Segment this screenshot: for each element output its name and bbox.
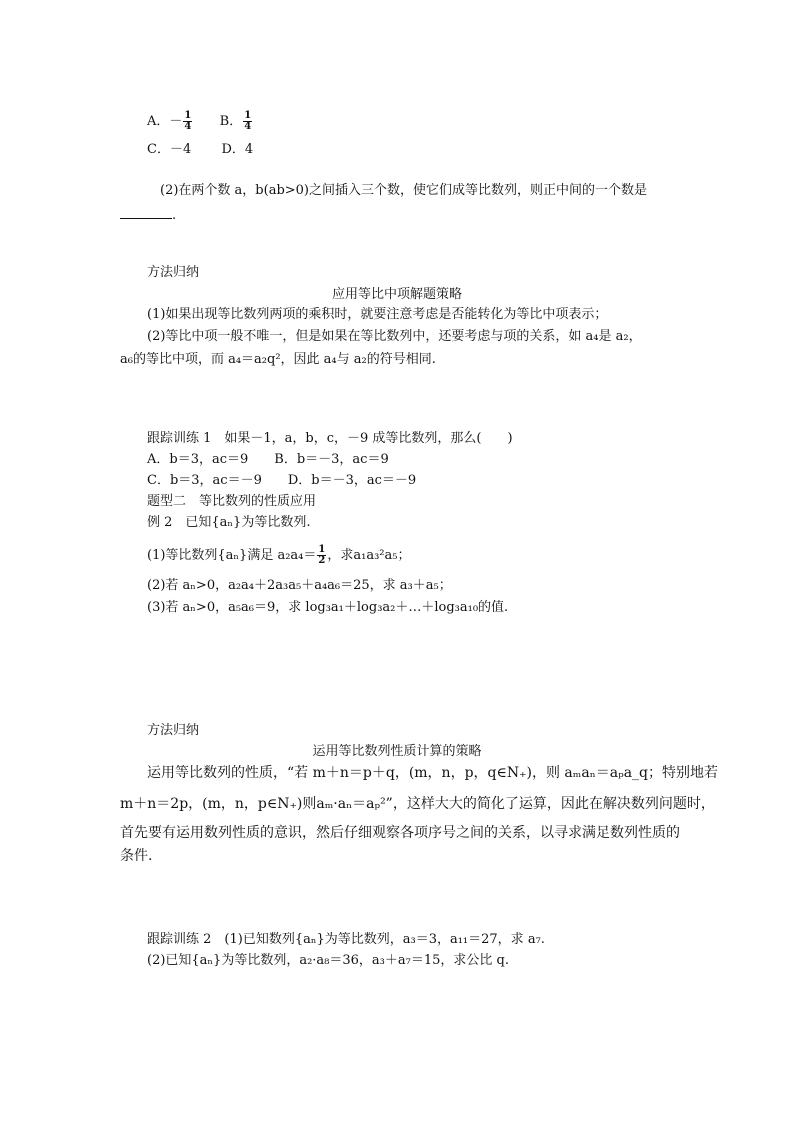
example-2-stem: 例 2 已知{aₙ}为等比数列. bbox=[147, 515, 311, 530]
fraction-b: $\frac{1}{4}$ bbox=[244, 110, 252, 132]
practice2-line1: 跟踪训练 2 (1)已知数列{aₙ}为等比数列，a₃＝3，a₁₁＝27，求 a₇. bbox=[147, 932, 545, 947]
practice2-line2: (2)已知{aₙ}为等比数列，a₂·a₈＝36，a₃＋a₇＝15，求公比 q. bbox=[147, 953, 509, 968]
question-2-end: . bbox=[172, 208, 177, 223]
method1-point2: (2)等比中项一般不唯一，但是如果在等比数列中，还要考虑与项的关系，如 a₄是 a₂， bbox=[147, 329, 642, 344]
method2-line3: 首先要有运用数列性质的意识，然后仔细观察各项序号之间的关系，以寻求满足数列性质的 bbox=[120, 825, 680, 841]
choice-b-label: B． bbox=[219, 114, 243, 129]
choice-a-label: A．－ bbox=[147, 114, 183, 129]
fraction-one-half: $\frac{1}{2}$ bbox=[318, 544, 326, 566]
choice-row-cd bbox=[147, 143, 253, 156]
example2-part1 bbox=[147, 545, 410, 566]
practice1-choices-cd: C．b＝3，ac＝－9 D．b＝－3，ac＝－9 bbox=[147, 473, 417, 488]
example2-part2: (2)若 aₙ>0，a₂a₄＋2a₃a₅＋a₄a₆＝25，求 a₃＋a₅； bbox=[147, 578, 452, 593]
method-heading-1: 方法归纳 bbox=[147, 265, 200, 280]
answer-blank bbox=[120, 208, 172, 219]
part1-text-post: ，求a₁a₃²a₅； bbox=[327, 548, 411, 563]
example2-part3: (3)若 aₙ>0，a₅a₆＝9，求 log₃a₁＋log₃a₂＋…＋log₃a₁₀的值. bbox=[147, 600, 509, 615]
method2-line4: 条件. bbox=[120, 848, 153, 864]
answer-blank-line bbox=[120, 208, 176, 222]
fraction-a: $\frac{1}{4}$ bbox=[184, 110, 192, 132]
method2-line2: m＋n＝2p，(m，n，p∈N₊)则aₘ·aₙ＝aₚ²”，这样大大的简化了运算，因此在解决数列问题时， bbox=[120, 796, 715, 812]
question-2: (2)在两个数 a，b(ab>0)之间插入三个数，使它们成等比数列，则正中间的一个数是 bbox=[160, 183, 647, 198]
choice-c: C．－4 bbox=[147, 142, 192, 157]
practice1-stem: 跟踪训练 1 如果－1，a，b，c，－9 成等比数列，那么( ) bbox=[147, 431, 513, 446]
part1-text-pre: (1)等比数列{aₙ}满足 a₂a₄＝ bbox=[147, 548, 317, 563]
practice1-choices-ab: A．b＝3，ac＝9 B．b＝－3，ac＝9 bbox=[147, 452, 389, 467]
choice-d: D．4 bbox=[221, 142, 254, 157]
method2-line1: 运用等比数列的性质，“若 m＋n＝p＋q，(m，n，p，q∈N₊)，则 aₘaₙ＝aₚa_q；特别地若 bbox=[147, 765, 719, 781]
section-heading-type2: 题型二 等比数列的性质应用 bbox=[147, 494, 317, 509]
choice-row-ab bbox=[147, 111, 253, 132]
method-title-1: 应用等比中项解题策略 bbox=[331, 287, 462, 302]
method-title-2: 运用等比数列性质计算的策略 bbox=[312, 744, 482, 759]
method-heading-2: 方法归纳 bbox=[147, 723, 200, 738]
method1-point2-cont: a₆的等比中项，而 a₄＝a₂q²，因此 a₄与 a₂的符号相同. bbox=[120, 352, 436, 367]
method1-point1: (1)如果出现等比数列两项的乘积时，就要注意考虑是否能转化为等比中项表示； bbox=[147, 307, 608, 322]
